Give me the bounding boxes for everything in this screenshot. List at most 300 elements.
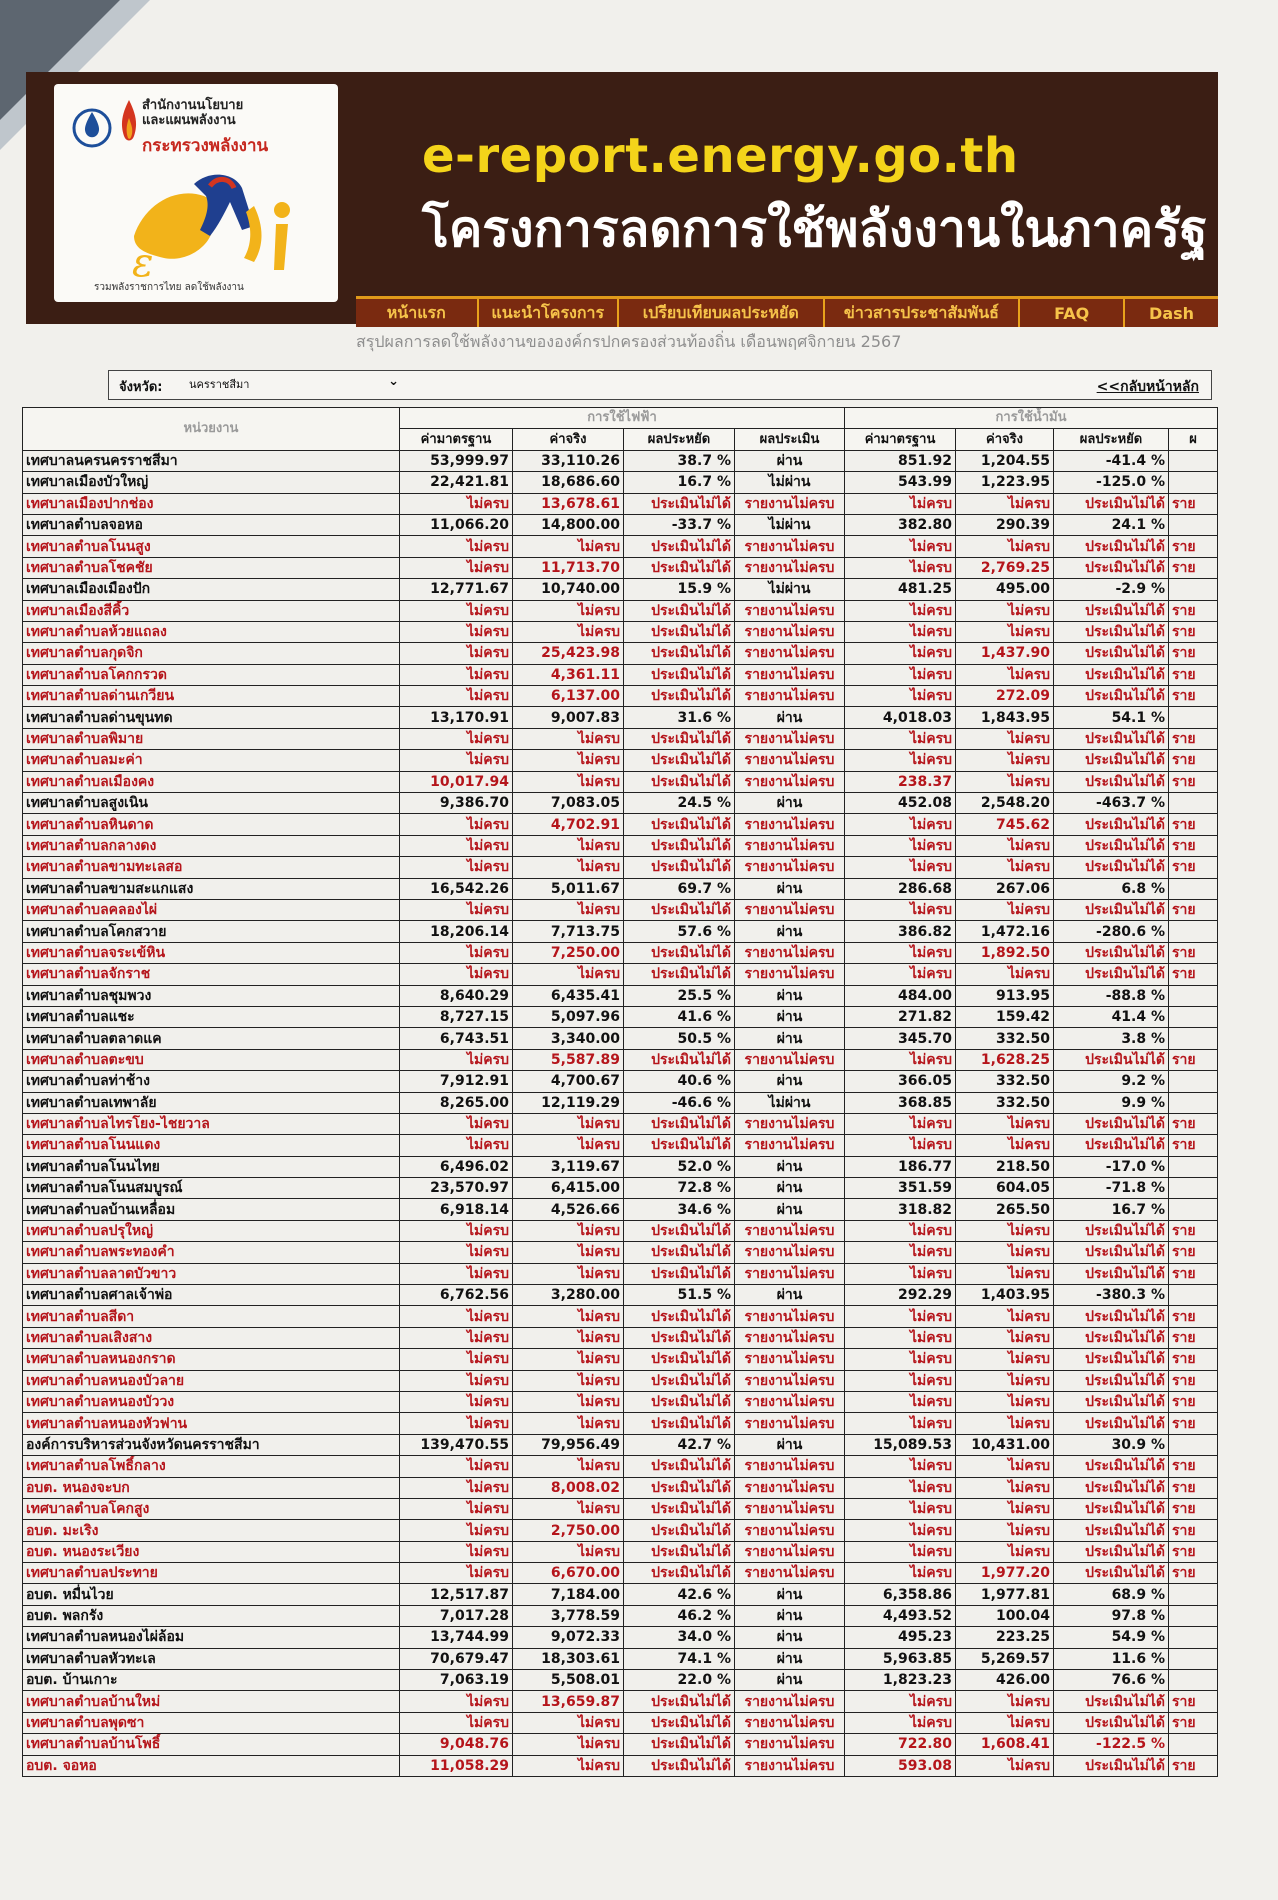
cell-fuel-standard: ไม่ครบ (845, 1370, 956, 1391)
cell-fuel-standard: ไม่ครบ (845, 621, 956, 642)
province-select[interactable] (189, 374, 399, 394)
table-row (23, 1648, 1218, 1669)
cell-fuel-standard: ไม่ครบ (845, 899, 956, 920)
cell-fuel-standard: 722.80 (845, 1734, 956, 1755)
site-title: โครงการลดการใช้พลังงานในภาครัฐ (422, 200, 1208, 258)
cell-elec-standard: ไม่ครบ (400, 536, 513, 557)
cell-elec-evaluation: รายงานไม่ครบ (735, 1306, 845, 1327)
cell-fuel-evaluation: ราย (1169, 964, 1218, 985)
cell-elec-saving: ประเมินไม่ได้ (624, 1349, 735, 1370)
cell-elec-saving: ประเมินไม่ได้ (624, 1306, 735, 1327)
cell-fuel-evaluation: ราย (1169, 750, 1218, 771)
cell-fuel-standard: ไม่ครบ (845, 1242, 956, 1263)
cell-elec-standard: ไม่ครบ (400, 1349, 513, 1370)
cell-elec-standard: ไม่ครบ (400, 835, 513, 856)
cell-fuel-standard: 292.29 (845, 1285, 956, 1306)
cell-fuel-actual: ไม่ครบ (956, 1456, 1054, 1477)
cell-elec-evaluation: ผ่าน (735, 1156, 845, 1177)
cell-fuel-saving: 16.7 % (1054, 1199, 1169, 1220)
cell-elec-evaluation: รายงานไม่ครบ (735, 1349, 845, 1370)
cell-fuel-evaluation (1169, 985, 1218, 1006)
cell-elec-standard: 9,386.70 (400, 793, 513, 814)
cell-fuel-saving: ประเมินไม่ได้ (1054, 1113, 1169, 1134)
cell-elec-evaluation: ผ่าน (735, 1028, 845, 1049)
cell-fuel-standard: ไม่ครบ (845, 942, 956, 963)
nav-faq[interactable]: FAQ (1020, 299, 1125, 327)
cell-unit-name: เทศบาลตำบลชุมพวง (23, 985, 400, 1006)
cell-fuel-saving: ประเมินไม่ได้ (1054, 643, 1169, 664)
cell-elec-evaluation: ไม่ผ่าน (735, 472, 845, 493)
cell-fuel-evaluation: ราย (1169, 942, 1218, 963)
cell-fuel-actual: 1,472.16 (956, 921, 1054, 942)
cell-elec-standard: 13,170.91 (400, 707, 513, 728)
cell-elec-standard: ไม่ครบ (400, 964, 513, 985)
cell-fuel-actual: ไม่ครบ (956, 857, 1054, 878)
cell-fuel-evaluation: ราย (1169, 1712, 1218, 1733)
cell-unit-name: เทศบาลตำบลเทพาลัย (23, 1092, 400, 1113)
cell-elec-saving: 72.8 % (624, 1178, 735, 1199)
cell-fuel-actual: 1,977.81 (956, 1584, 1054, 1605)
cell-fuel-actual: ไม่ครบ (956, 536, 1054, 557)
cell-elec-standard: 13,744.99 (400, 1627, 513, 1648)
cell-fuel-saving: ประเมินไม่ได้ (1054, 600, 1169, 621)
cell-unit-name: เทศบาลตำบลหนองบัวลาย (23, 1370, 400, 1391)
cell-fuel-standard: 1,823.23 (845, 1670, 956, 1691)
table-row (23, 1349, 1218, 1370)
cell-elec-standard: 12,771.67 (400, 579, 513, 600)
cell-fuel-standard: ไม่ครบ (845, 1306, 956, 1327)
cell-elec-evaluation: ผ่าน (735, 1605, 845, 1626)
nav-news[interactable]: ข่าวสารประชาสัมพันธ์ (825, 299, 1021, 327)
cell-unit-name: เทศบาลตำบลบ้านเหลื่อม (23, 1199, 400, 1220)
table-row (23, 686, 1218, 707)
cell-elec-standard: ไม่ครบ (400, 1498, 513, 1519)
cell-fuel-saving: 76.6 % (1054, 1670, 1169, 1691)
cell-elec-saving: ประเมินไม่ได้ (624, 664, 735, 685)
cell-elec-standard: 139,470.55 (400, 1434, 513, 1455)
cell-elec-actual: ไม่ครบ (513, 1370, 624, 1391)
table-row (23, 1199, 1218, 1220)
cell-fuel-saving: -280.6 % (1054, 921, 1169, 942)
table-group-header-row (23, 408, 1218, 429)
cell-fuel-saving: ประเมินไม่ได้ (1054, 1370, 1169, 1391)
cell-elec-actual: 18,303.61 (513, 1648, 624, 1669)
cell-elec-actual: 8,008.02 (513, 1477, 624, 1498)
cell-fuel-actual: 2,548.20 (956, 793, 1054, 814)
cell-elec-saving: 38.7 % (624, 450, 735, 471)
cell-unit-name: เทศบาลตำบลโนนแดง (23, 1135, 400, 1156)
cell-fuel-evaluation: ราย (1169, 1755, 1218, 1776)
cell-fuel-saving: 97.8 % (1054, 1605, 1169, 1626)
cell-fuel-standard: ไม่ครบ (845, 1220, 956, 1241)
cell-fuel-standard: ไม่ครบ (845, 1413, 956, 1434)
cell-fuel-evaluation (1169, 1071, 1218, 1092)
cell-fuel-saving: ประเมินไม่ได้ (1054, 1755, 1169, 1776)
cell-unit-name: อบต. หนองจะบก (23, 1477, 400, 1498)
cell-fuel-standard: 484.00 (845, 985, 956, 1006)
cell-fuel-actual: 332.50 (956, 1092, 1054, 1113)
cell-elec-actual: ไม่ครบ (513, 771, 624, 792)
cell-fuel-saving: 41.4 % (1054, 1006, 1169, 1027)
table-row (23, 1242, 1218, 1263)
cell-fuel-standard: 4,493.52 (845, 1605, 956, 1626)
table-row (23, 1156, 1218, 1177)
cell-unit-name: เทศบาลตำบลโพธิ์กลาง (23, 1456, 400, 1477)
table-row (23, 621, 1218, 642)
cell-elec-actual: 7,184.00 (513, 1584, 624, 1605)
cell-elec-saving: ประเมินไม่ได้ (624, 643, 735, 664)
nav-dashboard[interactable]: Dash (1149, 303, 1195, 323)
cell-fuel-evaluation: ราย (1169, 1135, 1218, 1156)
cell-fuel-standard: 345.70 (845, 1028, 956, 1049)
cell-fuel-actual: ไม่ครบ (956, 1498, 1054, 1519)
cell-fuel-saving: ประเมินไม่ได้ (1054, 1135, 1169, 1156)
cell-unit-name: เทศบาลตำบลปรุใหญ่ (23, 1220, 400, 1241)
cell-fuel-evaluation: ราย (1169, 621, 1218, 642)
cell-fuel-actual: 100.04 (956, 1605, 1054, 1626)
cell-elec-standard: ไม่ครบ (400, 1413, 513, 1434)
cell-elec-standard: ไม่ครบ (400, 1306, 513, 1327)
cell-fuel-evaluation (1169, 1199, 1218, 1220)
cell-elec-evaluation: ผ่าน (735, 878, 845, 899)
cell-fuel-actual: 913.95 (956, 985, 1054, 1006)
province-label: จังหวัด: (119, 380, 163, 395)
table-row (23, 835, 1218, 856)
cell-fuel-actual: ไม่ครบ (956, 899, 1054, 920)
cell-elec-saving: 22.0 % (624, 1670, 735, 1691)
cell-unit-name: อบต. จอหอ (23, 1755, 400, 1776)
cell-fuel-saving: ประเมินไม่ได้ (1054, 942, 1169, 963)
cell-fuel-standard: ไม่ครบ (845, 1691, 956, 1712)
cell-fuel-standard: 386.82 (845, 921, 956, 942)
cell-elec-saving: ประเมินไม่ได้ (624, 493, 735, 514)
cell-fuel-actual: 1,977.20 (956, 1563, 1054, 1584)
cell-elec-saving: ประเมินไม่ได้ (624, 1734, 735, 1755)
cell-elec-saving: ประเมินไม่ได้ (624, 1563, 735, 1584)
cell-elec-standard: ไม่ครบ (400, 1712, 513, 1733)
cell-fuel-saving: 30.9 % (1054, 1434, 1169, 1455)
cell-fuel-actual: ไม่ครบ (956, 600, 1054, 621)
cell-unit-name: เทศบาลตำบลโนนไทย (23, 1156, 400, 1177)
cell-fuel-actual: ไม่ครบ (956, 1370, 1054, 1391)
table-row (23, 1220, 1218, 1241)
cell-elec-evaluation: รายงานไม่ครบ (735, 1135, 845, 1156)
cell-fuel-actual: 1,204.55 (956, 450, 1054, 471)
cell-elec-saving: ประเมินไม่ได้ (624, 557, 735, 578)
cell-elec-saving: ประเมินไม่ได้ (624, 1456, 735, 1477)
cell-unit-name: อบต. หนองระเวียง (23, 1541, 400, 1562)
cell-fuel-evaluation: ราย (1169, 1391, 1218, 1412)
table-row (23, 1541, 1218, 1562)
cell-fuel-evaluation: ราย (1169, 1327, 1218, 1348)
cell-elec-standard: ไม่ครบ (400, 1263, 513, 1284)
cell-unit-name: อบต. บ้านเกาะ (23, 1670, 400, 1691)
cell-fuel-saving: 11.6 % (1054, 1648, 1169, 1669)
cell-elec-standard: 6,918.14 (400, 1199, 513, 1220)
cell-fuel-evaluation: ราย (1169, 686, 1218, 707)
logo-ministry-name: กระทรวงพลังงาน (142, 136, 269, 156)
cell-fuel-actual: ไม่ครบ (956, 835, 1054, 856)
cell-unit-name: เทศบาลเมืองบัวใหญ่ (23, 472, 400, 493)
cell-unit-name: เทศบาลตำบลกุดจิก (23, 643, 400, 664)
cell-unit-name: อบต. มะเริง (23, 1520, 400, 1541)
cell-elec-standard: ไม่ครบ (400, 621, 513, 642)
cell-unit-name: เทศบาลตำบลแชะ (23, 1006, 400, 1027)
cell-elec-standard: ไม่ครบ (400, 600, 513, 621)
cell-elec-saving: 52.0 % (624, 1156, 735, 1177)
cell-fuel-actual: ไม่ครบ (956, 1391, 1054, 1412)
col-unit-header: หน่วยงาน (23, 408, 400, 451)
cell-elec-evaluation: รายงานไม่ครบ (735, 835, 845, 856)
cell-fuel-saving: ประเมินไม่ได้ (1054, 621, 1169, 642)
cell-fuel-saving: ประเมินไม่ได้ (1054, 493, 1169, 514)
cell-elec-saving: ประเมินไม่ได้ (624, 771, 735, 792)
table-row (23, 878, 1218, 899)
cell-fuel-standard: ไม่ครบ (845, 643, 956, 664)
cell-fuel-actual: 1,628.25 (956, 1049, 1054, 1070)
cell-fuel-actual: 1,843.95 (956, 707, 1054, 728)
cell-fuel-actual: 265.50 (956, 1199, 1054, 1220)
cell-elec-evaluation: รายงานไม่ครบ (735, 493, 845, 514)
cell-unit-name: เทศบาลตำบลกลางดง (23, 835, 400, 856)
cell-fuel-actual: ไม่ครบ (956, 1712, 1054, 1733)
col-elec-actual: ค่าจริง (513, 429, 624, 450)
cell-fuel-standard: 593.08 (845, 1755, 956, 1776)
cell-elec-actual: 18,686.60 (513, 472, 624, 493)
cell-elec-saving: ประเมินไม่ได้ (624, 600, 735, 621)
cell-elec-actual: ไม่ครบ (513, 750, 624, 771)
cell-elec-evaluation: รายงานไม่ครบ (735, 1263, 845, 1284)
cell-fuel-evaluation (1169, 1584, 1218, 1605)
cell-fuel-evaluation: ราย (1169, 1456, 1218, 1477)
table-row (23, 793, 1218, 814)
nav-home[interactable]: หน้าแรก (356, 299, 479, 327)
cell-unit-name: อบต. หมื่นไวย (23, 1584, 400, 1605)
cell-elec-evaluation: รายงานไม่ครบ (735, 857, 845, 878)
nav-project-intro[interactable]: แนะนำโครงการ (479, 299, 619, 327)
cell-fuel-actual: 745.62 (956, 814, 1054, 835)
cell-elec-actual: 4,526.66 (513, 1199, 624, 1220)
cell-elec-evaluation: รายงานไม่ครบ (735, 557, 845, 578)
cell-elec-actual: 5,587.89 (513, 1049, 624, 1070)
cell-fuel-standard: ไม่ครบ (845, 1712, 956, 1733)
cell-fuel-actual: ไม่ครบ (956, 1755, 1054, 1776)
cell-unit-name: เทศบาลตำบลคลองไผ่ (23, 899, 400, 920)
cell-elec-saving: 46.2 % (624, 1605, 735, 1626)
cell-unit-name: องค์การบริหารส่วนจังหวัดนครราชสีมา (23, 1434, 400, 1455)
cell-fuel-standard: 543.99 (845, 472, 956, 493)
cell-unit-name: เทศบาลตำบลหนองไผ่ล้อม (23, 1627, 400, 1648)
cell-unit-name: เทศบาลตำบลโคกสวาย (23, 921, 400, 942)
cell-fuel-standard: ไม่ครบ (845, 750, 956, 771)
cell-unit-name: เทศบาลตำบลจระเข้หิน (23, 942, 400, 963)
cell-elec-actual: 13,678.61 (513, 493, 624, 514)
cell-elec-saving: ประเมินไม่ได้ (624, 1413, 735, 1434)
cell-fuel-actual: 332.50 (956, 1071, 1054, 1092)
table-row (23, 1563, 1218, 1584)
cell-fuel-standard: 186.77 (845, 1156, 956, 1177)
cell-elec-actual: 4,700.67 (513, 1071, 624, 1092)
table-row (23, 750, 1218, 771)
cell-fuel-saving: ประเมินไม่ได้ (1054, 1498, 1169, 1519)
cell-elec-evaluation: รายงานไม่ครบ (735, 899, 845, 920)
cell-elec-evaluation: รายงานไม่ครบ (735, 1049, 845, 1070)
table-row (23, 1498, 1218, 1519)
cell-elec-actual: ไม่ครบ (513, 1456, 624, 1477)
cell-elec-evaluation: ผ่าน (735, 793, 845, 814)
cell-fuel-actual: 1,892.50 (956, 942, 1054, 963)
cell-elec-standard: 9,048.76 (400, 1734, 513, 1755)
cell-fuel-actual: 267.06 (956, 878, 1054, 899)
cell-fuel-standard: ไม่ครบ (845, 835, 956, 856)
cell-unit-name: เทศบาลตำบลไทรโยง-ไชยวาล (23, 1113, 400, 1134)
cell-elec-actual: 6,670.00 (513, 1563, 624, 1584)
cell-elec-evaluation: ผ่าน (735, 1584, 845, 1605)
cell-elec-actual: ไม่ครบ (513, 1541, 624, 1562)
table-row (23, 1049, 1218, 1070)
cell-fuel-saving: 24.1 % (1054, 514, 1169, 535)
cell-elec-standard: ไม่ครบ (400, 1135, 513, 1156)
cell-elec-evaluation: ผ่าน (735, 1071, 845, 1092)
cell-fuel-standard: ไม่ครบ (845, 536, 956, 557)
cell-fuel-saving: ประเมินไม่ได้ (1054, 664, 1169, 685)
cell-elec-saving: ประเมินไม่ได้ (624, 1370, 735, 1391)
cell-elec-actual: ไม่ครบ (513, 1327, 624, 1348)
cell-unit-name: เทศบาลตำบลโชคชัย (23, 557, 400, 578)
cell-fuel-saving: ประเมินไม่ได้ (1054, 857, 1169, 878)
cell-elec-evaluation: ไม่ผ่าน (735, 1092, 845, 1113)
cell-elec-saving: 24.5 % (624, 793, 735, 814)
cell-fuel-standard: ไม่ครบ (845, 600, 956, 621)
col-group-electric: การใช้ไฟฟ้า (400, 408, 845, 429)
cell-elec-actual: ไม่ครบ (513, 1755, 624, 1776)
cell-fuel-saving: -17.0 % (1054, 1156, 1169, 1177)
cell-fuel-evaluation: ราย (1169, 1413, 1218, 1434)
cell-fuel-standard: 286.68 (845, 878, 956, 899)
cell-elec-evaluation: รายงานไม่ครบ (735, 1755, 845, 1776)
cell-fuel-saving: ประเมินไม่ได้ (1054, 1220, 1169, 1241)
cell-fuel-saving: ประเมินไม่ได้ (1054, 1242, 1169, 1263)
table-row (23, 1306, 1218, 1327)
cell-fuel-standard: ไม่ครบ (845, 557, 956, 578)
cell-fuel-evaluation: ราย (1169, 1242, 1218, 1263)
cell-elec-standard: ไม่ครบ (400, 493, 513, 514)
cell-elec-actual: 3,778.59 (513, 1605, 624, 1626)
cell-elec-standard: 6,762.56 (400, 1285, 513, 1306)
cell-elec-evaluation: ไม่ผ่าน (735, 514, 845, 535)
cell-elec-saving: ประเมินไม่ได้ (624, 835, 735, 856)
cell-elec-saving: 51.5 % (624, 1285, 735, 1306)
cell-unit-name: เทศบาลตำบลสูงเนิน (23, 793, 400, 814)
cell-fuel-standard: 452.08 (845, 793, 956, 814)
table-row (23, 1113, 1218, 1134)
cell-elec-evaluation: ไม่ผ่าน (735, 579, 845, 600)
cell-fuel-standard: ไม่ครบ (845, 857, 956, 878)
table-row (23, 1413, 1218, 1434)
table-row (23, 514, 1218, 535)
cell-elec-evaluation: รายงานไม่ครบ (735, 1113, 845, 1134)
cell-fuel-evaluation (1169, 1028, 1218, 1049)
cell-fuel-standard: ไม่ครบ (845, 686, 956, 707)
cell-elec-saving: 25.5 % (624, 985, 735, 1006)
table-row (23, 1734, 1218, 1755)
main-nav (356, 296, 1218, 327)
cell-fuel-evaluation (1169, 707, 1218, 728)
cell-fuel-evaluation (1169, 1648, 1218, 1669)
cell-fuel-evaluation (1169, 514, 1218, 535)
cell-fuel-saving: ประเมินไม่ได้ (1054, 835, 1169, 856)
cell-fuel-evaluation (1169, 1734, 1218, 1755)
logo-dept-line-1: สำนักงานนโยบาย (142, 98, 244, 113)
cell-fuel-standard: 382.80 (845, 514, 956, 535)
cell-unit-name: เทศบาลตำบลสีดา (23, 1306, 400, 1327)
cell-elec-actual: 9,072.33 (513, 1627, 624, 1648)
cell-elec-evaluation: รายงานไม่ครบ (735, 1242, 845, 1263)
cell-fuel-actual: ไม่ครบ (956, 1541, 1054, 1562)
cell-elec-evaluation: รายงานไม่ครบ (735, 1456, 845, 1477)
cell-fuel-actual: ไม่ครบ (956, 964, 1054, 985)
cell-unit-name: เทศบาลตำบลมะค่า (23, 750, 400, 771)
cell-unit-name: เทศบาลตำบลเสิงสาง (23, 1327, 400, 1348)
table-row (23, 1691, 1218, 1712)
cell-unit-name: เทศบาลตำบลห้วยแถลง (23, 621, 400, 642)
cell-elec-saving: ประเมินไม่ได้ (624, 1391, 735, 1412)
cell-fuel-saving: ประเมินไม่ได้ (1054, 1327, 1169, 1348)
water-drop-icon (70, 104, 114, 148)
cell-fuel-actual: ไม่ครบ (956, 1113, 1054, 1134)
cell-fuel-standard: ไม่ครบ (845, 814, 956, 835)
flame-icon (118, 98, 140, 152)
cell-unit-name: เทศบาลตำบลจอหอ (23, 514, 400, 535)
cell-fuel-standard: 238.37 (845, 771, 956, 792)
cell-fuel-evaluation (1169, 472, 1218, 493)
cell-elec-evaluation: ผ่าน (735, 921, 845, 942)
cell-unit-name: เทศบาลตำบลพระทองคำ (23, 1242, 400, 1263)
cell-fuel-saving: ประเมินไม่ได้ (1054, 1263, 1169, 1284)
cell-unit-name: เทศบาลตำบลด่านขุนทด (23, 707, 400, 728)
cell-fuel-actual: 1,223.95 (956, 472, 1054, 493)
cell-fuel-saving: -41.4 % (1054, 450, 1169, 471)
col-group-fuel: การใช้น้ำมัน (845, 408, 1218, 429)
cell-fuel-saving: ประเมินไม่ได้ (1054, 1520, 1169, 1541)
cell-elec-actual: ไม่ครบ (513, 1135, 624, 1156)
cell-elec-standard: 7,063.19 (400, 1670, 513, 1691)
cell-elec-saving: 57.6 % (624, 921, 735, 942)
col-fuel-evaluation: ผ (1169, 429, 1218, 450)
cell-elec-saving: ประเมินไม่ได้ (624, 1712, 735, 1733)
table-row (23, 536, 1218, 557)
table-row (23, 643, 1218, 664)
cell-elec-standard: ไม่ครบ (400, 1541, 513, 1562)
cell-elec-saving: 41.6 % (624, 1006, 735, 1027)
cell-fuel-evaluation (1169, 1670, 1218, 1691)
cell-fuel-standard: 318.82 (845, 1199, 956, 1220)
cell-unit-name: เทศบาลเมืองสีคิ้ว (23, 600, 400, 621)
cell-elec-evaluation: รายงานไม่ครบ (735, 942, 845, 963)
back-to-main-link[interactable]: <<กลับหน้าหลัก (1096, 379, 1199, 395)
cell-elec-evaluation: ผ่าน (735, 450, 845, 471)
table-row (23, 1477, 1218, 1498)
table-row (23, 1370, 1218, 1391)
logo-dept-line-2: และแผนพลังงาน (142, 113, 236, 128)
cell-fuel-evaluation: ราย (1169, 728, 1218, 749)
table-row (23, 771, 1218, 792)
cell-elec-actual: 3,119.67 (513, 1156, 624, 1177)
cell-elec-evaluation: ผ่าน (735, 1434, 845, 1455)
table-row (23, 899, 1218, 920)
nav-compare-savings[interactable]: เปรียบเทียบผลประหยัด (619, 299, 825, 327)
cell-unit-name: เทศบาลตำบลประทาย (23, 1563, 400, 1584)
